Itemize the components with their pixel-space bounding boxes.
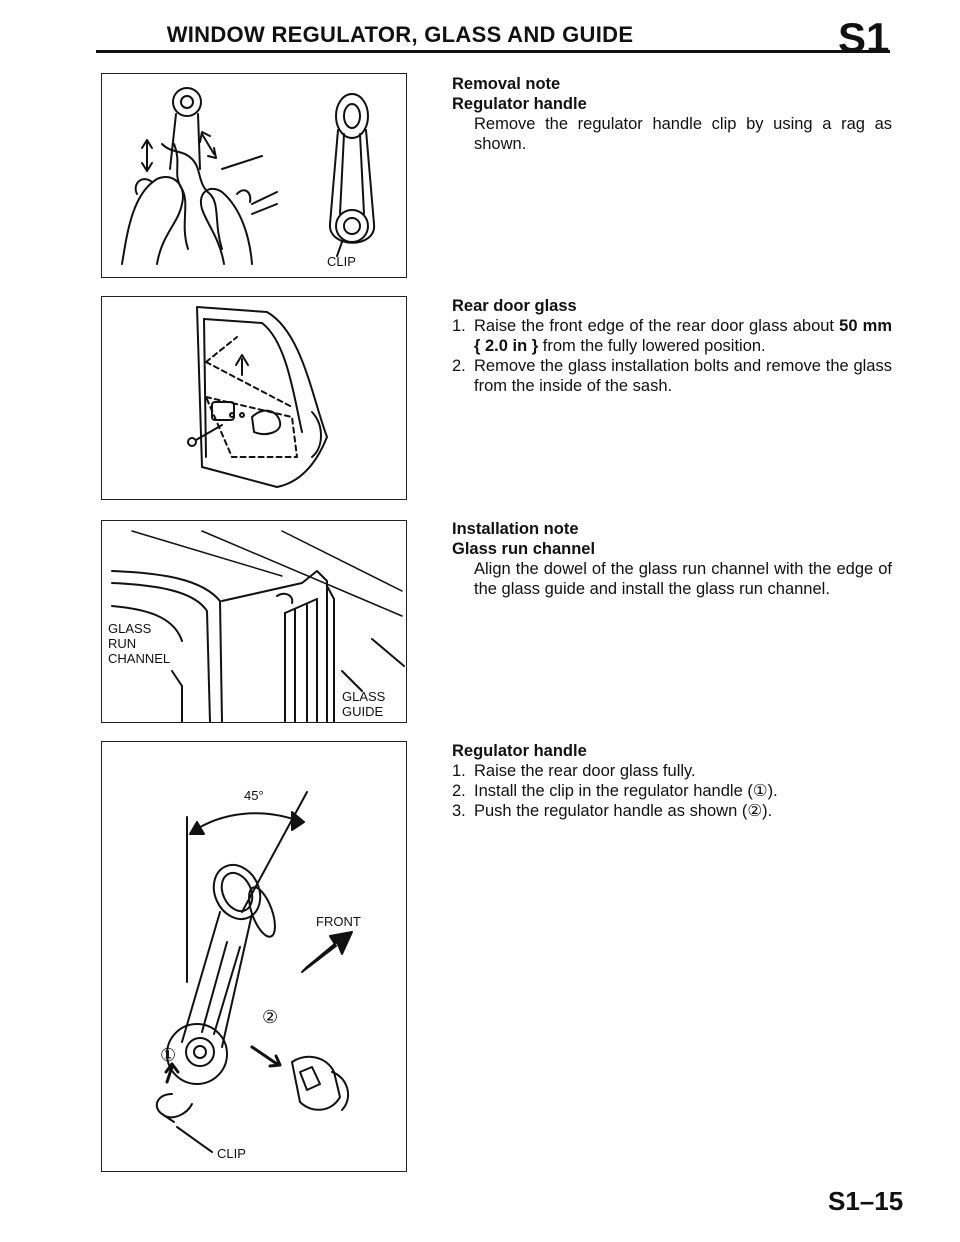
- glass-guide-label: GLASS GUIDE: [342, 689, 386, 719]
- section-regulator-handle-install: [452, 741, 892, 821]
- regulator-step-3: 3. Push the regulator handle as shown (②).: [452, 802, 773, 820]
- removal-note-text: Remove the regulator handle clip by using a rag as shown.: [474, 115, 892, 153]
- page-title: WINDOW REGULATOR, GLASS AND GUIDE: [166, 22, 634, 47]
- step-1-marker: ①: [160, 1045, 177, 1065]
- installation-note-heading: Installation note: [452, 520, 579, 538]
- rear-glass-step-1: 1. Raise the front edge of the rear door glass about 50 mm { 2.0 in } from the fully lowered position.: [452, 317, 893, 355]
- regulator-handle-install-heading: Regulator handle: [452, 742, 587, 760]
- glass-run-channel-label: GLASS RUN CHANNEL: [108, 621, 171, 666]
- page-number: S1–15: [828, 1186, 904, 1216]
- illustration-hands-with-rag: [102, 74, 406, 277]
- rear-door-glass-heading: Rear door glass: [452, 297, 577, 315]
- rear-glass-step-2: 2. Remove the glass installation bolts and remove the glass from the inside of the sash.: [452, 357, 892, 395]
- removal-note-heading: Removal note: [452, 75, 561, 93]
- regulator-handle-subheading: Regulator handle: [452, 95, 587, 113]
- glass-run-channel-subheading: Glass run channel: [452, 540, 596, 558]
- illustration-handle-installation: [102, 742, 406, 1171]
- figure-rear-door-glass: [101, 296, 407, 500]
- regulator-step-2: 2. Install the clip in the regulator handle (①).: [452, 782, 778, 800]
- figure-regulator-handle-install: [101, 741, 407, 1172]
- illustration-door-glass: [102, 297, 406, 499]
- section-installation-note: [452, 519, 892, 599]
- figure-regulator-handle-removal: [101, 73, 407, 278]
- front-label: FRONT: [316, 914, 361, 929]
- angle-label: 45°: [244, 788, 264, 803]
- figure-glass-run-channel: [101, 520, 407, 723]
- clip-label: CLIP: [327, 254, 356, 269]
- header-rule: [96, 50, 890, 53]
- section-rear-door-glass: [452, 296, 892, 396]
- clip-label-install: CLIP: [217, 1146, 246, 1161]
- section-removal-note: [452, 74, 892, 154]
- installation-note-text: Align the dowel of the glass run channel with the edge of the glass guide and install the glass run channel.: [474, 560, 892, 598]
- step-2-marker: ②: [262, 1007, 279, 1027]
- section-code: S1: [838, 14, 890, 61]
- regulator-step-1: 1. Raise the rear door glass fully.: [452, 762, 696, 780]
